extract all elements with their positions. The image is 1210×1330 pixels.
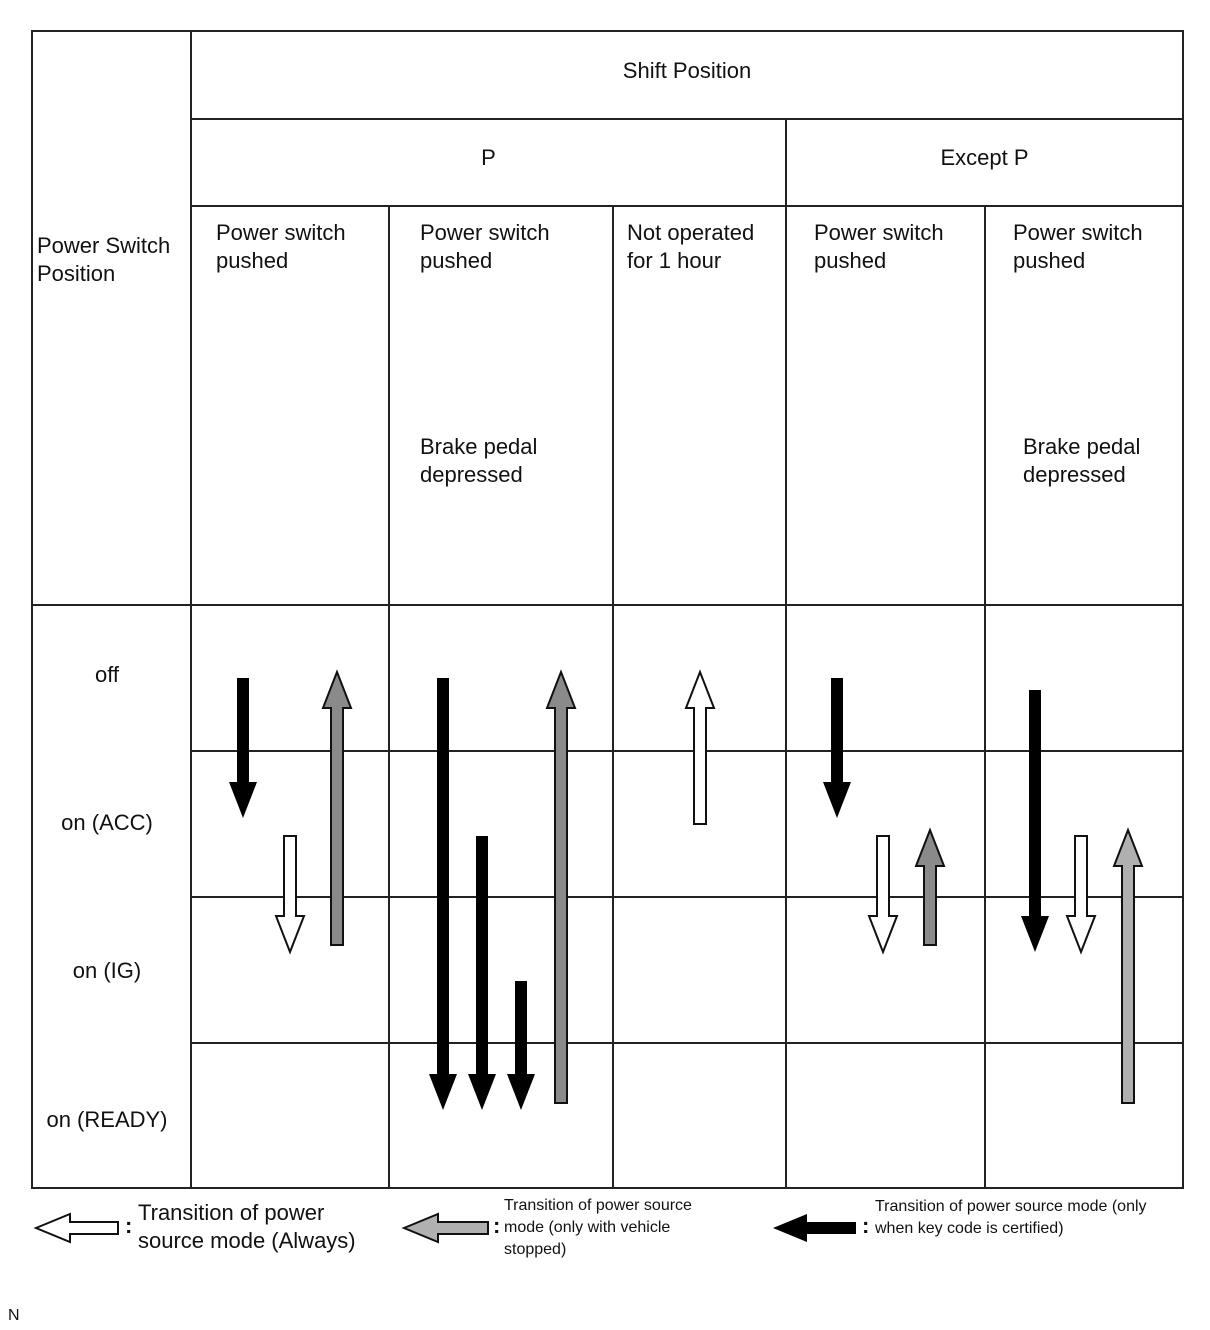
transition-arrow-certified (507, 981, 535, 1110)
footer-mark: N (8, 1307, 20, 1324)
transition-arrow-stopped (916, 830, 944, 945)
column-2-condition: Power switch pushed (420, 220, 550, 273)
legend-colon: : (862, 1213, 870, 1238)
legend-colon: : (125, 1213, 133, 1238)
transition-arrow-certified (468, 836, 496, 1110)
legend-certified-text: Transition of power source mode (only when key code is certified) (875, 1198, 1147, 1237)
group-p-header: P (481, 145, 496, 170)
legend-arrow-always (36, 1214, 118, 1242)
transition-arrow-always (276, 836, 304, 952)
legend-colon: : (493, 1213, 501, 1238)
state-ready-label: on (READY) (46, 1107, 168, 1132)
column-2-extra: Brake pedal depressed (420, 434, 538, 487)
transition-arrow-always (1067, 836, 1095, 952)
transition-arrows (229, 672, 1142, 1110)
row-label-header: Power Switch Position (37, 233, 171, 286)
shift-position-header: Shift Position (622, 58, 752, 83)
legend-arrow-certified (773, 1214, 856, 1242)
column-3-condition: Not operated for 1 hour (627, 220, 755, 273)
transition-arrow-certified (429, 678, 457, 1110)
table-grid (32, 31, 1183, 1188)
legend-stopped-text: Transition of power source mode (only with vehicle stopped) (504, 1197, 692, 1258)
table-border (32, 31, 1183, 1188)
transition-arrow-certified (823, 678, 851, 818)
transition-arrow-certified (1021, 690, 1049, 952)
group-except-p-header: Except P (940, 145, 1029, 170)
transition-arrow-stopped (323, 672, 351, 945)
column-1-condition: Power switch pushed (216, 220, 346, 273)
transition-arrow-always (869, 836, 897, 952)
transition-arrow-stopped_light (1114, 830, 1142, 1103)
transition-arrow-always (686, 672, 714, 824)
transition-arrow-stopped (547, 672, 575, 1103)
column-4-condition: Power switch pushed (814, 220, 944, 273)
legend-always-text: Transition of power source mode (Always) (138, 1200, 356, 1253)
transition-arrow-certified (229, 678, 257, 818)
column-5-extra: Brake pedal depressed (1023, 434, 1141, 487)
state-ig-label: on (IG) (72, 958, 142, 983)
state-off-label: off (94, 662, 120, 687)
legend-arrow-stopped_light (404, 1214, 488, 1242)
state-acc-label: on (ACC) (61, 810, 153, 835)
column-5-condition: Power switch pushed (1013, 220, 1143, 273)
